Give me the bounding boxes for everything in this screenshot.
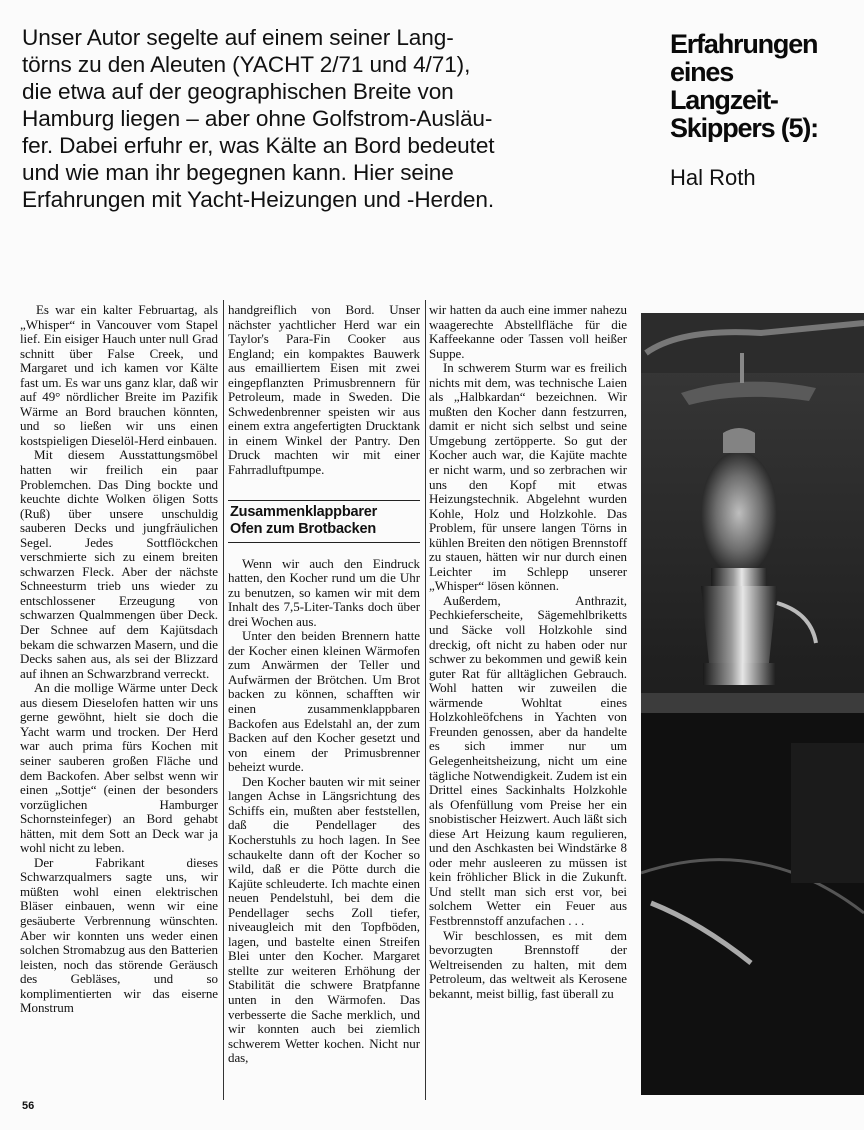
oil-lamp-photo [641,313,864,1095]
paragraph: Außerdem, Anthrazit, Pechkieferscheite, Sägemehlbriketts und Säcke voll Holzkohle sind dreckig, oft nicht zu haben oder nur schwer zu bekommen und gewiß kein guter Rat für alltäglichen Gebrauch. Wohl hatten wir zuweilen die wärmende Wohltat eines Holzkohleöfchens in Yachten von Freunden genossen, aber da handelte es sich immer nur um Gelegenheitsheizung, nicht um eine tägliche Notwendigkeit. Zudem ist ein Drittel eines Sackinhalts Holzkohle als Ofenfüllung vom Preise her ein snobistischer Heizwert. Auch läßt sich diese Art Heizung kaum regulieren, und den Aschkasten bei Windstärke 8 oder mehr ausleeren zu müssen ist kein fröhlicher Blick in die Zukunft. Und stellt man sich erst vor, bei solchem Wetter ein Feuer aus Festbrennstoff anzufachen . . . [429,592,627,928]
paragraph: Mit diesem Ausstattungsmöbel hatten wir freilich ein paar Problemchen. Das Ding bockte und keuchte dichte Wolken öligen Sotts (Ruß) über unsere unschuldig sauberen Decks und jungfräulichen Segel. Jedes Sottflöckchen verschmierte sich zu einem breiten schwarzen Fleck. Aber der nächste Schneesturm trieb uns wieder zu entschlossener Erzeugung von schwarzen Qualmmengen über Deck. Der Schnee auf dem Kajütsdach bekam die schwarzen Masern, und die Decks sahen aus, als sei der Blizzard auf ihnen an Schwarzbrand verreckt. [20,447,218,681]
paragraph: Unter den beiden Brennern hatte der Kocher einen kleinen Wärmofen zum Anwärmen der Teller und Aufwärmen der Brötchen. Um Brot backen zu können, schafften wir einen zusammenklappbaren Backofen aus Edelstahl an, der zum Backen auf den Kocher gesetzt und von einem der Primusbrenner beheizt wurde. [228,628,420,775]
article-headline [670,30,864,142]
paragraph: In schwerem Sturm war es freilich nichts mit dem, was technische Laien als „Halbkardan“ bezeichnen. Wir mußten den Kocher dann festzurren, damit er nicht sich selbst und seine Umgebung zertöpperte. So gut der Kocher auch war, die Kajüte machte er nicht warm, und so zerbrachen wir uns den Kopf mit etwas Heizungstechnik. Abgelehnt wurden Kohle, Holz und Holzkohle. Das Problem, für unsere langen Törns in kühlen Breiten den nötigen Brennstoff zu stauen, hätten wir nur durch einen Leichter im Schlepp unserer „Whisper“ lösen können. [429,360,627,594]
intro-line: Unser Autor segelte auf einem seiner Lang- [22,25,454,50]
paragraph: Es war ein kalter Februartag, als „Whisper“ in Vancouver vom Stapel lief. Ein eisiger Hauch unter null Grad schnitt über False Creek, und Margaret und ich kamen vor Kälte fast um. Es war uns ganz klar, daß wir auf 49° nördlicher Breite im Pazifik Wärme an Bord brauchen könnten, und so ließen wir uns einen kostspieligen Dieselöl-Herd einbauen. [20,302,218,448]
intro-line: die etwa auf der geographischen Breite von [22,79,454,104]
article-column-3 [429,303,627,1001]
paragraph: Den Kocher bauten wir mit seiner langen Achse in Längsrichtung des Schiffs ein, mußten aber feststellen, daß die Pendellager des Kocherstuhls zu hoch lagen. In See schaukelte dann oft der Kocher so wild, daß er die Pötte durch die Kajüte schleuderte. Ich machte einen neuen Pendelstuhl, bei dem die Pendellager sechs Zoll tiefer, niveaugleich mit den Topfböden, lagen, und bastelte einen Streifen Blei unter den Kocher. Margaret stellte zur weiteren Erhöhung der Stabilität die schwere Bratpfanne unten in den Wärmofen. Das verbesserte die Sache merklich, und wir konnten auch bei ziemlich schwerem Wetter kochen. Nicht nur das, [228,773,420,1066]
article-column-1 [20,303,218,1016]
paragraph: Der Fabrikant dieses Schwarzqualmers sagte uns, wir müßten wohl einen elektrischen Bläser einbauen, wenn wir eine gesäuberte Verbrennung wünschten. Aber wir konnten uns weder einen solchen Stromabzug aus den Batterien leisten, noch das störende Geräusch des Gebläses, und so komplimentierten wir das eiserne Monstrum [20,854,218,1016]
column-divider [425,300,426,1100]
paragraph: Wenn wir auch den Eindruck hatten, den Kocher rund um die Uhr zu benutzen, so kamen wir mit dem Inhalt des 7,5-Liter-Tanks doch über drei Wochen aus. [228,555,420,629]
author-name: Hal Roth [670,165,756,190]
paragraph: wir hatten da auch eine immer nahezu waagerechte Abstellfläche für die Kaffeekanne oder Tassen voll heißer Suppe. [429,302,627,361]
headline-line: eines [670,57,734,87]
subheading-line: Ofen zum Brotbacken [230,520,377,537]
intro-line: törns zu den Aleuten (YACHT 2/71 und 4/71), [22,52,471,77]
paragraph: An die mollige Wärme unter Deck aus diesem Dieselofen hatten wir uns gerne gewöhnt, hielt sie doch die Yacht warm und trocken. Der Herd war auch prima fürs Kochen mit seiner sauberen großen Fläche und dem Backofen. Aber selbst wenn wir einen „Sottje“ (einen der besonders vorzüglichen Hamburger Schornsteinfeger) an Bord gehabt hätten, mit dem Sott an Deck war ja wohl nicht zu leben. [20,680,218,856]
page-number: 56 [22,1100,35,1112]
paragraph: handgreiflich von Bord. Unser nächster yachtlicher Herd war ein Taylor's Para-Fin Cooker aus England; ein kompaktes Bauwerk aus emailliertem Eisen mit zwei eingepflanzten Primusbrennern für Petroleum, made in Sweden. Die Schwedenbrenner speisten wir aus einem extra angefertigten Drucktank in einem Winkel der Pantry. Den Druck machten wir mit einer Fahrradluftpumpe. [228,302,420,478]
headline-line: Erfahrungen [670,30,818,59]
article-column-2 [228,303,420,1066]
intro-line: und wie man ihr begegnen kann. Hier seine [22,160,454,185]
lamp-illustration [641,313,864,1095]
section-subheading [228,500,420,543]
headline-line: Langzeit- [670,85,778,115]
intro-text [22,24,642,213]
headline-line: Skippers (5): [670,113,818,142]
subheading-line: Zusammenklappbarer [230,503,378,520]
intro-line: Hamburg liegen – aber ohne Golfstrom-Ausläu- [22,106,493,131]
column-divider [223,300,224,1100]
intro-line: fer. Dabei erfuhr er, was Kälte an Bord bedeutet [22,133,495,158]
paragraph: Wir beschlossen, es mit dem bevorzugten Brennstoff der Weltreisenden zu halten, mit dem Petroleum, das weltweit als Kerosene bekannt, meist billig, fast überall zu [429,927,627,1001]
intro-line: Erfahrungen mit Yacht-Heizungen und -Herden. [22,187,495,212]
